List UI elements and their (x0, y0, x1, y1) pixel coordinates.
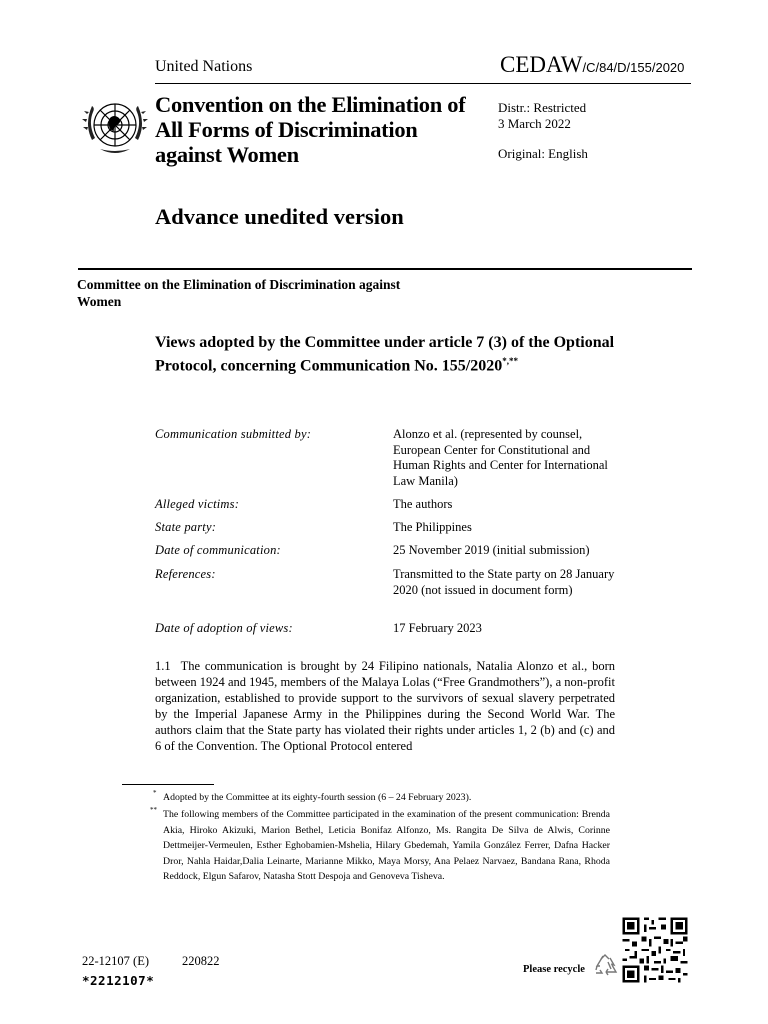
footnote-divider (122, 784, 214, 785)
distribution-info (498, 100, 586, 132)
recycle-label: Please recycle (523, 964, 585, 975)
footnote (150, 806, 610, 885)
footnote (155, 790, 615, 806)
detail-value: The Philippines (393, 520, 472, 534)
symbol-suffix: /C/84/D/155/2020 (582, 60, 685, 75)
footnote-mark: ** (150, 806, 157, 814)
detail-value: Alonzo et al. (represented by counsel, European Center for Constitutional and Human Rights and Center for International Law Manila) (393, 427, 608, 488)
organization-name: United Nations (155, 58, 253, 75)
version-heading: Advance unedited version (155, 204, 404, 229)
paragraph-text: The communication is brought by 24 Filipino nationals, Natalia Alonzo et al., born between 1924 and 1945, members of the Malaya Lolas (“Free Grandmothers”), a non-profit organization, established to provide support to the survivors of sexual slavery perpetrated by the Imperial Japanese Army in the Philippines during the Second World War. The authors claim that the State party has violated their rights under articles 1, 2 (b) and (c) and 6 of the Convention. The Optional Protocol entered (155, 659, 615, 753)
detail-value: Transmitted to the State party on 28 January 2020 (not issued in document form) (393, 567, 615, 597)
footnote-mark: * (153, 789, 157, 797)
convention-title: Convention on the Elimination of All Forms of Discrimination against Women (155, 92, 466, 167)
body-paragraph (155, 658, 615, 754)
detail-label: Communication submitted by: (155, 427, 312, 441)
document-number: 22-12107 (E) (82, 954, 149, 968)
paragraph-number: 1.1 (155, 659, 171, 673)
distribution-status: Distr.: Restricted (498, 100, 587, 115)
recycle-icon (592, 953, 618, 979)
detail-value: 25 November 2019 (initial submission) (393, 543, 590, 557)
section-divider (78, 268, 692, 270)
views-title-text: Views adopted by the Committee under article 7 (3) of the Optional Protocol, concerning Communication No. 155/2020 (155, 334, 615, 375)
detail-label: State party: (155, 520, 217, 534)
footnote-text: Adopted by the Committee at its eighty-fourth session (6 – 24 February 2023). (163, 792, 472, 803)
detail-value: The authors (393, 497, 453, 511)
document-job-date: 220822 (182, 954, 220, 968)
footnote-text: The following members of the Committee participated in the examination of the present communication: Brenda Akia, Hiroko Akizuki, Marion Bethel, Leticia Bonifaz Alfonzo, Ms. Rangita De Silva de Alwis, Corinne Dettmeijer-Vermeulen, Esther Eghobamien-Mshelia, Hilary Gbedemah, Yamila González Ferrer, Dafna Hacker Dror, Nahla Haidar,Dalia Leinarte, Marianne Mikko, Maya Morsy, Ana Pelaez Narvaez, Bandana Rana, Rhoda Reddock, Elgun Safarov, Natasha Stott Despoja and Genoveva Tisheva. (163, 809, 610, 882)
header-divider (155, 83, 691, 84)
document-date: 3 March 2022 (498, 116, 571, 131)
committee-name: Committee on the Elimination of Discrimination against Women (77, 277, 401, 309)
document-symbol (500, 52, 684, 78)
views-title (155, 334, 615, 375)
detail-label: Date of adoption of views: (155, 621, 293, 635)
un-emblem-icon (80, 92, 150, 162)
qr-code-icon (620, 915, 690, 985)
detail-label: Alleged victims: (155, 497, 240, 511)
detail-label: References: (155, 567, 216, 581)
barcode-text: *2212107* (82, 973, 155, 988)
original-language: Original: English (498, 146, 588, 161)
footnote-ref: *,** (502, 356, 518, 366)
symbol-main: CEDAW (500, 52, 583, 77)
detail-value: 17 February 2023 (393, 621, 482, 635)
detail-label: Date of communication: (155, 543, 281, 557)
